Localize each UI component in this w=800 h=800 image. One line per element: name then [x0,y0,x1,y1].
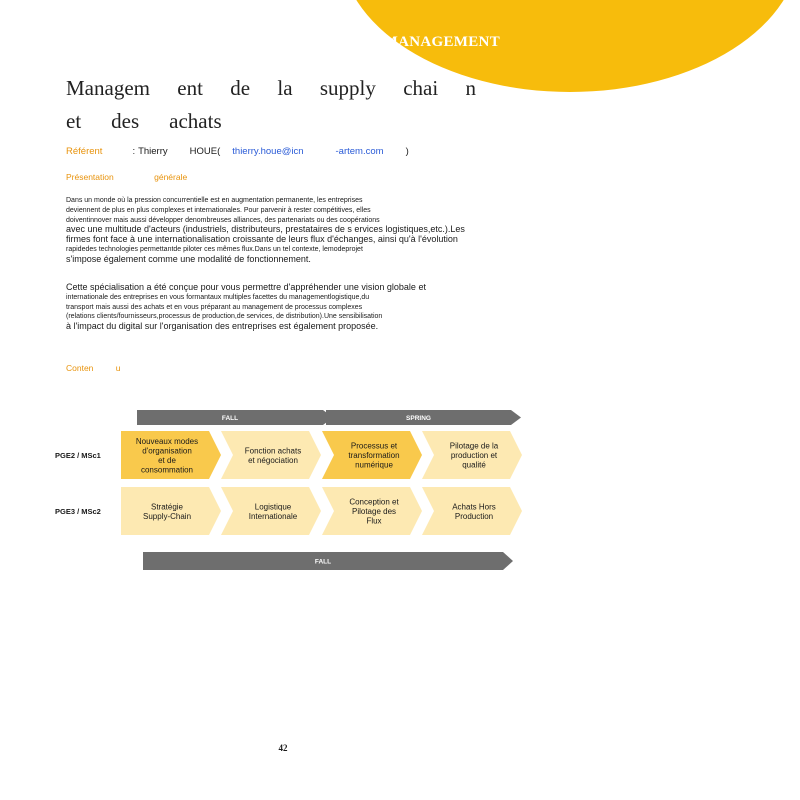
course-title [249,502,298,521]
section-label: MANAGEMENT [383,34,500,50]
course-title-line: Processus et [350,441,398,451]
course-title-line: Achats Hors [452,502,496,512]
referent-label: Référent [66,146,103,157]
course-title-line: Pilotage de la [449,441,499,451]
referent-last-name: HOUE( [189,146,221,157]
paragraph-line: internationale des entreprises en vous formantaux multiples facettes du managementlogistique,du [66,293,370,301]
course-title-line: transformation [348,451,400,460]
presentation-heading-part-1: Présentation [66,172,114,182]
course-title-line: Internationale [248,511,298,521]
title-line-1 [66,72,476,105]
referent-close-paren: ) [405,146,409,157]
title-word: et [66,109,82,133]
paragraph-line: à l'impact du digital sur l'organisation des entreprises est également proposée. [66,321,379,332]
course-title [245,446,301,465]
course-title-line: Logistique [254,502,292,512]
curriculum-diagram [55,405,515,575]
paragraph-line: avec une multitude d'acteurs (industriels, distributeurs, prestataires de s ervices logistiques,etc.).Les [66,224,465,235]
referent-email-part-1[interactable]: thierry.houe@icn [232,146,304,157]
course-title [348,442,399,470]
title-line-2 [66,105,476,138]
row-label: PGE3 / MSc2 [55,507,101,516]
course-title-line: Supply-Chain [142,511,192,521]
course-title-line: Production [454,511,494,521]
paragraph-line: rapidedes technologies permettantde piloter ces mêmes flux.Dans un tel contexte, lemodeprojet [66,245,363,253]
referent-first-name: Thierry [138,146,168,157]
paragraph-intro [66,196,498,265]
course-title-line: d'organisation [142,446,192,456]
title-word: la [277,76,293,100]
presentation-heading [66,172,187,182]
title-word: ent [177,76,203,100]
course-title-line: consommation [140,465,194,475]
course-title-line: Conception et [349,497,399,507]
title-word: Managem [66,76,150,100]
referent-email-part-2[interactable]: -artem.com [335,146,384,157]
season-label: FALL [314,558,332,566]
title-word: de [230,76,251,100]
title-word: n [465,76,476,100]
course-title-line: Nouveaux modes [135,436,199,446]
season-label: FALL [221,415,239,422]
course-title-line: et de [158,455,176,465]
course-title [452,502,496,521]
paragraph-line: (relations clients/fournisseurs,processus de production,de services, de distribution).Une sensibilisation [66,313,383,321]
season-label: SPRING [406,415,431,422]
paragraph-line: deviennent de plus en plus complexes et internationales. Pour parvenir à rester compétitives, elles [66,206,371,214]
course-title-line: numérique [355,460,393,470]
title-word: chai [403,76,439,100]
referent-colon: : [132,146,136,157]
paragraph-line: firmes font face à une internationalisation croissante de leurs flux d'échanges, ainsi qu'à l'évolution [66,234,458,245]
title-word: achats [169,109,222,133]
paragraph-specialisation [66,283,498,332]
course-title-line: Fonction achats [244,446,302,456]
paragraph-line: Cette spécialisation a été conçue pour vous permettre d'appréhender une vision globale et [66,282,426,292]
paragraph-line: Dans un monde où la pression concurrentielle est en augmentation permanente, les entreprises [66,197,363,204]
page-title [66,72,476,138]
title-word: supply [319,76,376,100]
course-title-line: production et [450,451,498,460]
course-title-line: Flux [366,516,382,526]
contenu-heading [66,363,121,373]
contenu-heading-part-2: u [115,363,121,373]
referent-line [66,146,421,157]
course-title-line: qualité [462,460,486,470]
paragraph-line: transport mais aussi des achats et en vous préparant au management de processus complexes [66,303,363,311]
title-word: des [111,109,140,133]
page-number: 42 [278,743,288,753]
paragraph-line: s'impose également comme une modalité de fonctionnement. [66,253,311,264]
presentation-heading-part-2: générale [154,172,188,182]
course-title-line: Stratégie [150,502,184,512]
paragraph-line: doiventinnover mais aussi développer denombreuses alliances, des partenariats ou des coopérations [66,216,380,224]
row-label: PGE2 / MSc1 [55,451,101,460]
contenu-heading-part-1: Conten [66,363,94,373]
course-title-line: et négociation [248,455,298,465]
course-title-line: Pilotage des [351,507,397,516]
